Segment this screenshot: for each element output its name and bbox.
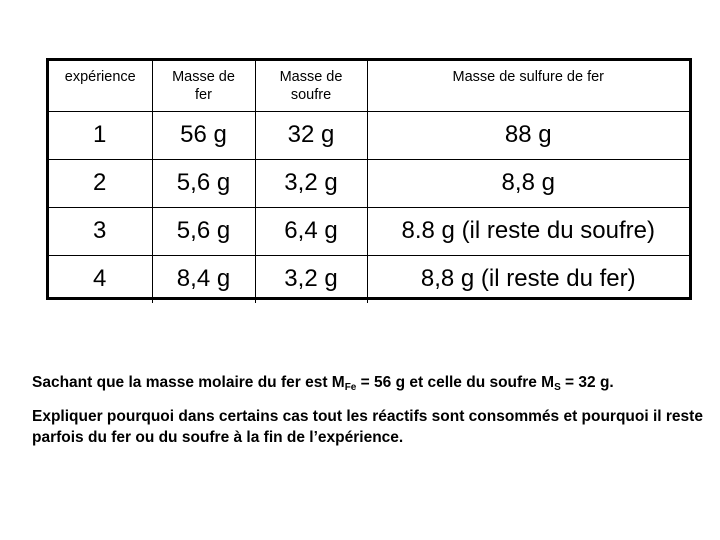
cell-experience: 1: [49, 111, 152, 159]
header-masse-sulfure: Masse de sulfure de fer: [367, 61, 689, 111]
cell-masse-sulfure: 8,8 g: [367, 159, 689, 207]
cell-masse-soufre: 3,2 g: [255, 255, 367, 303]
cell-masse-soufre: 6,4 g: [255, 207, 367, 255]
table-row: [49, 159, 689, 207]
cell-masse-fer: 5,6 g: [152, 207, 255, 255]
cell-masse-soufre: 32 g: [255, 111, 367, 159]
cell-masse-soufre: 3,2 g: [255, 159, 367, 207]
header-masse-soufre: [255, 61, 367, 111]
subscript-fe: Fe: [344, 382, 357, 393]
subscript-s: S: [554, 382, 561, 393]
cell-experience: 4: [49, 255, 152, 303]
header-masse-soufre-line1: Masse de: [279, 68, 343, 85]
cell-masse-sulfure: 8,8 g (il reste du fer): [367, 255, 689, 303]
table-row: [49, 255, 689, 303]
header-masse-soufre-line2: soufre: [290, 86, 332, 103]
table-row: [49, 111, 689, 159]
cell-masse-fer: 5,6 g: [152, 159, 255, 207]
cell-masse-fer: 8,4 g: [152, 255, 255, 303]
results-table: [49, 61, 689, 303]
cell-masse-sulfure: 88 g: [367, 111, 689, 159]
table-header-row: [49, 61, 689, 111]
header-masse-fer-line1: Masse de: [172, 68, 235, 85]
question-text: Expliquer pourquoi dans certains cas tout les réactifs sont consommés et pourquoi il reste parfois du fer ou du soufre à la fin de l’expérience.: [32, 408, 703, 446]
header-masse-fer: [152, 61, 255, 111]
cell-masse-fer: 56 g: [152, 111, 255, 159]
table-row: [49, 207, 689, 255]
header-experience: expérience: [49, 61, 152, 111]
cell-experience: 2: [49, 159, 152, 207]
molar-mass-statement: [32, 372, 704, 393]
header-masse-fer-line2: fer: [195, 86, 212, 103]
statement-part-a: Sachant que la masse molaire du fer est M: [32, 374, 345, 391]
results-table-frame: [46, 58, 692, 300]
statement-part-b: = 56 g et celle du soufre M: [356, 374, 555, 391]
statement-part-c: = 32 g.: [560, 374, 614, 391]
cell-masse-sulfure: 8.8 g (il reste du soufre): [367, 207, 689, 255]
cell-experience: 3: [49, 207, 152, 255]
